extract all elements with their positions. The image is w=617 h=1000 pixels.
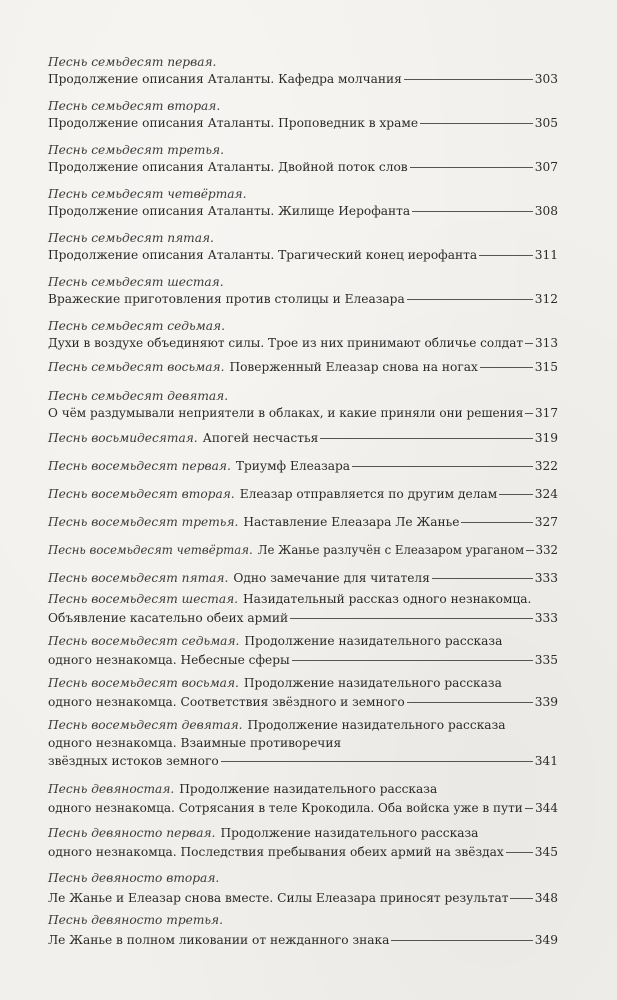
page-number: 322 bbox=[534, 459, 558, 473]
toc-entry bbox=[48, 458, 558, 475]
page-number: 315 bbox=[534, 360, 558, 374]
toc-line bbox=[48, 247, 558, 264]
toc-line bbox=[48, 590, 558, 609]
toc-entry bbox=[48, 98, 558, 132]
toc-line bbox=[48, 843, 558, 862]
chapter-title: Продолжение назидательного рассказа bbox=[179, 782, 438, 796]
chapter-title: Продолжение описания Аталанты. Кафедра молчания bbox=[48, 72, 402, 86]
chapter-heading: Песнь восемьдесят третья. bbox=[48, 515, 239, 529]
toc-line bbox=[48, 318, 558, 335]
page-number: 327 bbox=[534, 515, 558, 529]
toc-line bbox=[48, 98, 558, 115]
chapter-heading: Песнь восемьдесят пятая. bbox=[48, 571, 229, 585]
page-number: 319 bbox=[534, 431, 558, 445]
toc-entry bbox=[48, 780, 558, 818]
page-number: 349 bbox=[534, 933, 558, 947]
toc-entry bbox=[48, 430, 558, 447]
leader-line bbox=[479, 255, 533, 256]
chapter-title: Объявление касательно обеих армий bbox=[48, 611, 289, 625]
toc-entry bbox=[48, 542, 558, 559]
toc-entry bbox=[48, 359, 558, 376]
chapter-heading: Песнь восьмидесятая. bbox=[48, 431, 198, 445]
page-number: 339 bbox=[534, 695, 558, 709]
chapter-title: Елеазар отправляется по другим делам bbox=[239, 487, 498, 501]
leader-line bbox=[410, 167, 533, 168]
chapter-heading: Песнь семьдесят первая. bbox=[48, 55, 217, 69]
chapter-title: Продолжение описания Аталанты. Жилище Иерофанта bbox=[48, 204, 411, 218]
chapter-title: Ле Жанье разлучён с Елеазаром ураганом bbox=[257, 543, 525, 557]
page-number: 307 bbox=[534, 160, 558, 174]
chapter-heading: Песнь семьдесят девятая. bbox=[48, 389, 229, 403]
toc-entry bbox=[48, 824, 558, 862]
chapter-title: Духи в воздухе объединяют силы. Трое из них принимают обличье солдат bbox=[48, 336, 524, 350]
toc-line bbox=[48, 734, 558, 752]
toc-line bbox=[48, 514, 558, 531]
chapter-title: Апогей несчастья bbox=[202, 431, 319, 445]
chapter-heading: Песнь восемьдесят четвёртая. bbox=[48, 543, 253, 557]
toc-line bbox=[48, 203, 558, 220]
chapter-title: О чём раздумывали неприятели в облаках, и какие приняли они решения bbox=[48, 406, 524, 420]
leader-line bbox=[407, 702, 533, 703]
chapter-heading: Песнь семьдесят восьмая. bbox=[48, 360, 225, 374]
toc-line bbox=[48, 780, 558, 799]
leader-line bbox=[525, 413, 533, 414]
page-number: 311 bbox=[534, 248, 558, 262]
chapter-title: Одно замечание для читателя bbox=[233, 571, 430, 585]
toc-entry bbox=[48, 54, 558, 88]
leader-line bbox=[432, 578, 533, 579]
toc-line bbox=[48, 430, 558, 447]
toc-entry bbox=[48, 868, 558, 908]
toc-line bbox=[48, 359, 558, 376]
chapter-heading: Песнь девяносто первая. bbox=[48, 826, 216, 840]
toc-entry bbox=[48, 674, 558, 712]
chapter-heading: Песнь восемьдесят восьмая. bbox=[48, 676, 239, 690]
toc-entry bbox=[48, 486, 558, 503]
chapter-title: Продолжение описания Аталанты. Двойной поток слов bbox=[48, 160, 408, 174]
chapter-heading: Песнь семьдесят шестая. bbox=[48, 275, 224, 289]
chapter-heading: Песнь семьдесят седьмая. bbox=[48, 319, 225, 333]
page-number: 335 bbox=[534, 653, 558, 667]
chapter-title: Продолжение описания Аталанты. Проповедник в храме bbox=[48, 116, 419, 130]
leader-line bbox=[391, 940, 532, 941]
chapter-heading: Песнь семьдесят третья. bbox=[48, 143, 224, 157]
toc-line bbox=[48, 159, 558, 176]
chapter-title: Поверженный Елеазар снова на ногах bbox=[229, 360, 478, 374]
chapter-title: Ле Жанье в полном ликовании от нежданного знака bbox=[48, 933, 390, 947]
leader-line bbox=[407, 299, 533, 300]
chapter-title: одного незнакомца. Соответствия звёздного и земного bbox=[48, 695, 405, 709]
toc-entry bbox=[48, 590, 558, 628]
toc-line bbox=[48, 824, 558, 843]
page-number: 312 bbox=[534, 292, 558, 306]
page-number: 345 bbox=[534, 845, 558, 859]
chapter-heading: Песнь девяносто вторая. bbox=[48, 871, 220, 885]
leader-line bbox=[420, 123, 533, 124]
chapter-title: одного незнакомца. Последствия пребывания обеих армий на звёздах bbox=[48, 845, 504, 859]
leader-line bbox=[352, 466, 533, 467]
toc-line bbox=[48, 693, 558, 712]
toc-entry bbox=[48, 632, 558, 670]
toc-line bbox=[48, 674, 558, 693]
chapter-heading: Песнь семьдесят вторая. bbox=[48, 99, 221, 113]
chapter-title: Вражеские приготовления против столицы и Елеазара bbox=[48, 292, 405, 306]
chapter-heading: Песнь девяностая. bbox=[48, 782, 175, 796]
toc-line bbox=[48, 405, 558, 422]
toc-line bbox=[48, 142, 558, 159]
chapter-title: Ле Жанье и Елеазар снова вместе. Силы Елеазара приносят результат bbox=[48, 891, 509, 905]
toc-line bbox=[48, 71, 558, 88]
toc-line bbox=[48, 274, 558, 291]
page-number: 317 bbox=[535, 406, 558, 420]
chapter-title: Назидательный рассказ одного незнакомца. bbox=[243, 592, 532, 606]
leader-line bbox=[510, 898, 532, 899]
page-number: 333 bbox=[534, 611, 558, 625]
toc-entry bbox=[48, 514, 558, 531]
chapter-title: Продолжение назидательного рассказа bbox=[243, 676, 502, 690]
chapter-title: звёздных истоков земного bbox=[48, 754, 219, 768]
chapter-title: Продолжение назидательного рассказа bbox=[244, 634, 503, 648]
chapter-heading: Песнь семьдесят четвёртая. bbox=[48, 187, 247, 201]
toc-line bbox=[48, 799, 558, 818]
page-number: 341 bbox=[534, 754, 558, 768]
toc-line bbox=[48, 609, 558, 628]
chapter-heading: Песнь девяносто третья. bbox=[48, 913, 223, 927]
toc-line bbox=[48, 186, 558, 203]
toc-entry bbox=[48, 230, 558, 264]
chapter-title: одного незнакомца. Сотрясания в теле Крокодила. Оба войска уже в пути bbox=[48, 801, 523, 815]
page-number: 303 bbox=[534, 72, 558, 86]
toc-line bbox=[48, 388, 558, 405]
leader-line bbox=[320, 438, 532, 439]
chapter-heading: Песнь восемьдесят вторая. bbox=[48, 487, 235, 501]
page-number: 305 bbox=[534, 116, 558, 130]
leader-line bbox=[526, 550, 534, 551]
chapter-heading: Песнь восемьдесят седьмая. bbox=[48, 634, 240, 648]
toc-line bbox=[48, 542, 558, 559]
chapter-title: Продолжение назидательного рассказа bbox=[247, 718, 506, 732]
toc-line bbox=[48, 868, 558, 888]
chapter-heading: Песнь восемьдесят первая. bbox=[48, 459, 231, 473]
toc-line bbox=[48, 930, 558, 950]
toc-line bbox=[48, 910, 558, 930]
leader-line bbox=[461, 522, 532, 523]
toc-line bbox=[48, 335, 558, 352]
leader-line bbox=[292, 660, 533, 661]
toc-line bbox=[48, 486, 558, 503]
toc-entry bbox=[48, 142, 558, 176]
leader-line bbox=[480, 367, 533, 368]
leader-line bbox=[506, 852, 533, 853]
chapter-title: Продолжение назидательного рассказа bbox=[220, 826, 479, 840]
chapter-title: Продолжение описания Аталанты. Трагический конец иерофанта bbox=[48, 248, 478, 262]
toc-entry bbox=[48, 716, 558, 770]
leader-line bbox=[499, 494, 533, 495]
page-number: 332 bbox=[535, 543, 558, 557]
toc-line bbox=[48, 632, 558, 651]
toc-line bbox=[48, 115, 558, 132]
page-number: 308 bbox=[534, 204, 558, 218]
toc-line bbox=[48, 752, 558, 770]
chapter-title: одного незнакомца. Взаимные противоречия bbox=[48, 736, 342, 750]
toc-line bbox=[48, 54, 558, 71]
chapter-heading: Песнь восемьдесят девятая. bbox=[48, 718, 243, 732]
toc-line bbox=[48, 230, 558, 247]
toc-line bbox=[48, 651, 558, 670]
page-number: 344 bbox=[535, 801, 558, 815]
chapter-title: одного незнакомца. Небесные сферы bbox=[48, 653, 290, 667]
page-number: 348 bbox=[534, 891, 558, 905]
toc-line bbox=[48, 458, 558, 475]
leader-line bbox=[290, 618, 533, 619]
page-number: 313 bbox=[535, 336, 558, 350]
leader-line bbox=[525, 808, 533, 809]
page-number: 333 bbox=[534, 571, 558, 585]
chapter-heading: Песнь восемьдесят шестая. bbox=[48, 592, 239, 606]
chapter-heading: Песнь семьдесят пятая. bbox=[48, 231, 214, 245]
leader-line bbox=[404, 79, 533, 80]
leader-line bbox=[412, 211, 533, 212]
toc-line bbox=[48, 888, 558, 908]
toc-entry bbox=[48, 318, 558, 352]
chapter-title: Наставление Елеазара Ле Жанье bbox=[243, 515, 460, 529]
toc-line bbox=[48, 291, 558, 308]
toc-entry bbox=[48, 388, 558, 422]
toc-line bbox=[48, 570, 558, 587]
leader-line bbox=[221, 761, 533, 762]
toc-line bbox=[48, 716, 558, 734]
leader-line bbox=[525, 343, 533, 344]
toc-entry bbox=[48, 274, 558, 308]
chapter-title: Триумф Елеазара bbox=[235, 459, 351, 473]
page-number: 324 bbox=[534, 487, 558, 501]
toc-entry bbox=[48, 186, 558, 220]
toc-entry bbox=[48, 910, 558, 950]
toc-entry bbox=[48, 570, 558, 587]
